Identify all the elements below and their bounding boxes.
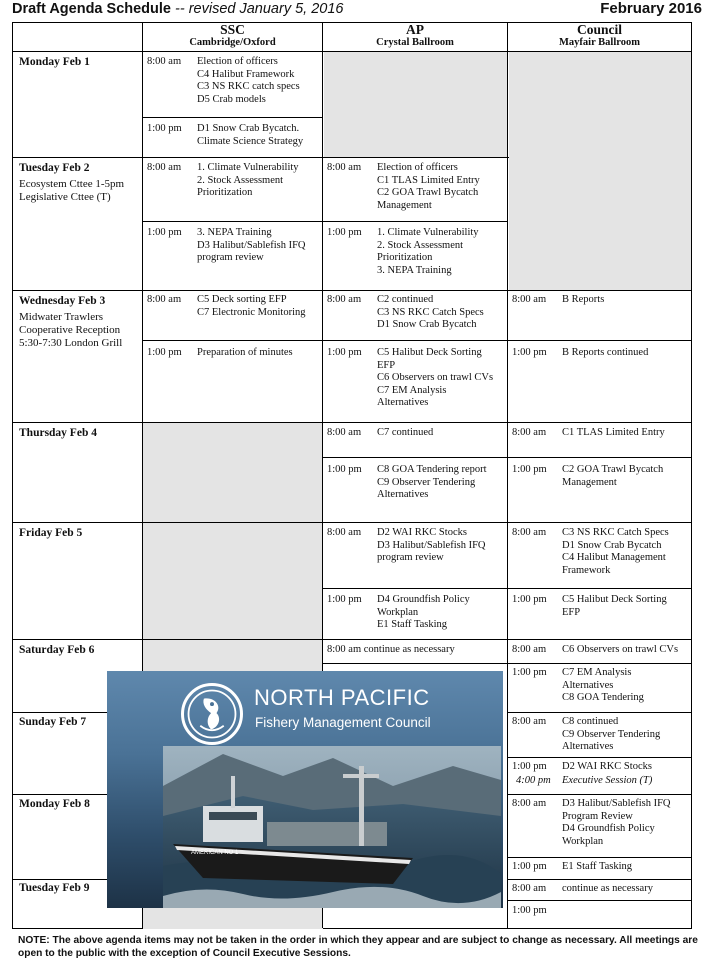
agenda-item: D1 Snow Crab Bycatch.	[197, 123, 300, 134]
col-header-ap: AP Crystal Ballroom	[376, 22, 454, 48]
session-items	[377, 162, 505, 212]
col-header-ssc: SSC Cambridge/Oxford	[189, 22, 276, 48]
council-unused-mon-tue	[509, 51, 691, 290]
session-items	[377, 464, 505, 502]
ap-tuesday-pm	[327, 227, 505, 277]
session-items	[377, 227, 505, 277]
vessel-name: AMERICAN NO 1	[191, 850, 239, 856]
day-saturday-feb-6: Saturday Feb 6	[19, 644, 95, 656]
session-items	[562, 716, 689, 754]
council-saturday-am	[512, 644, 689, 657]
session-separator	[322, 588, 691, 589]
agenda-item: C3 NS RKC Catch Specs	[562, 527, 669, 538]
session-time: 1:00 pm	[512, 761, 547, 772]
session-items	[562, 427, 689, 440]
session-time: 8:00 am	[327, 427, 362, 438]
session-items	[377, 427, 505, 440]
agenda-item: 1. Climate Vulnerability	[197, 162, 299, 173]
day-thursday-feb-4: Thursday Feb 4	[19, 427, 97, 439]
council-friday-pm	[512, 594, 689, 619]
session-time: 1:00 pm	[147, 123, 182, 134]
session-separator	[142, 340, 691, 341]
agenda-item: C1 TLAS Limited Entry	[562, 427, 665, 438]
session-items	[197, 123, 320, 148]
fish-logo-icon	[181, 683, 243, 745]
session-time: 1:00 pm	[512, 464, 547, 475]
document-header	[12, 0, 702, 22]
council-sunday-pm	[512, 761, 689, 774]
document-title: Draft Agenda Schedule -- revised January 5, 2016	[12, 1, 344, 17]
org-name-line2: Fishery Management Council	[255, 715, 431, 730]
agenda-item: C6 Observers on trawl CVs	[562, 644, 679, 655]
session-separator	[507, 757, 691, 758]
agenda-item: C6 Observers on trawl CVs	[377, 372, 494, 383]
session-items	[377, 527, 505, 565]
session-items	[377, 594, 505, 632]
session-items	[562, 667, 689, 705]
session-items	[197, 294, 320, 319]
day-tuesday-feb-2: Tuesday Feb 2 Ecosystem Cttee 1-5pm Legislative Cttee (T)	[19, 162, 125, 203]
agenda-item: 2. Stock Assessment Prioritization	[197, 174, 284, 198]
session-time: 8:00 am	[512, 883, 547, 894]
agenda-item: D1 Snow Crab Bycatch	[377, 319, 477, 330]
day-separator	[13, 157, 509, 158]
fishing-vessel-image	[163, 746, 501, 908]
session-time: 8:00 am	[147, 294, 182, 305]
ssc-tuesday-am	[147, 162, 320, 200]
day-separator	[13, 522, 691, 523]
session-separator	[507, 857, 691, 858]
session-items	[562, 294, 689, 307]
session-items	[562, 761, 689, 774]
session-time: 1:00 pm	[327, 594, 362, 605]
day-sunday-feb-7: Sunday Feb 7	[19, 716, 87, 728]
agenda-item: 1. Climate Vulnerability	[377, 227, 479, 238]
session-separator	[142, 117, 322, 118]
session-time: 8:00 am	[512, 798, 547, 809]
agenda-item: C8 continued	[562, 716, 619, 727]
agenda-item: C4 Halibut Management Framework	[562, 552, 666, 576]
ap-unused-monday	[324, 51, 507, 157]
agenda-item: B Reports	[562, 294, 605, 305]
session-time: 1:00 pm	[147, 347, 182, 358]
session-time: 8:00 am	[512, 527, 547, 538]
header-separator	[13, 51, 691, 52]
day-tuesday-feb-9: Tuesday Feb 9	[19, 882, 90, 894]
session-time: 1:00 pm	[327, 227, 362, 238]
session-time: 8:00 am	[147, 162, 182, 173]
session-time: 8:00 am	[512, 716, 547, 727]
agenda-item: C7 EM Analysis Alternatives	[377, 384, 447, 408]
session-items	[197, 162, 320, 200]
session-items	[197, 347, 320, 360]
session-items	[562, 644, 689, 657]
agenda-item: Election of officers	[377, 162, 458, 173]
agenda-item: D5 Crab models	[197, 93, 266, 105]
session-items	[562, 883, 689, 896]
council-saturday-pm	[512, 667, 689, 705]
agenda-item: 3. NEPA Training	[197, 227, 272, 238]
ssc-tuesday-pm	[147, 227, 320, 265]
agenda-item: continue as necessary	[562, 883, 653, 894]
session-separator	[322, 457, 691, 458]
revision-note: -- revised January 5, 2016	[175, 1, 344, 17]
agenda-item: C7 EM Analysis Alternatives	[562, 667, 632, 691]
agenda-item: D4 Groundfish Policy Workplan	[562, 823, 655, 847]
session-time: 8:00 am	[147, 56, 182, 67]
agenda-item: E1 Staff Tasking	[562, 861, 633, 872]
col-header-council: Council Mayfair Ballroom	[559, 22, 640, 48]
session-time: 8:00 am	[327, 294, 362, 305]
day-separator	[13, 290, 691, 291]
council-wednesday-pm	[512, 347, 689, 360]
ap-thursday-pm	[327, 464, 505, 502]
agenda-item: C1 TLAS Limited Entry	[377, 174, 480, 186]
agenda-item: Preparation of minutes	[197, 347, 293, 358]
agenda-item: Election of officers	[197, 56, 278, 67]
session-separator	[142, 221, 507, 222]
ssc-monday-pm	[147, 123, 320, 148]
session-time: 1:00 pm	[512, 861, 547, 872]
session-items	[377, 294, 505, 332]
session-items	[562, 527, 689, 577]
agenda-item: D1 Snow Crab Bycatch	[562, 539, 662, 551]
council-monday-am	[512, 798, 689, 848]
ap-wednesday-pm	[327, 347, 505, 410]
council-wednesday-am	[512, 294, 689, 307]
ap-tuesday-am	[327, 162, 505, 212]
session-time: 1:00 pm	[147, 227, 182, 238]
session-items	[562, 464, 689, 489]
session-time: 1:00 pm	[327, 347, 362, 358]
agenda-item: D2 WAI RKC Stocks	[562, 761, 652, 772]
day-separator	[507, 712, 691, 713]
ap-friday-pm	[327, 594, 505, 632]
ssc-wednesday-am	[147, 294, 320, 319]
ap-saturday-am: 8:00 am continue as necessary	[327, 644, 455, 655]
agenda-item: C4 Halibut Framework	[197, 68, 295, 80]
ap-wednesday-am	[327, 294, 505, 332]
agenda-item: B Reports continued	[562, 347, 649, 358]
session-separator	[322, 663, 507, 664]
col-divider	[507, 23, 508, 928]
session-time: 1:00 pm	[512, 347, 547, 358]
day-separator	[13, 639, 691, 640]
agenda-item: C2 GOA Trawl Bycatch Management	[377, 187, 479, 211]
agenda-item: C9 Observer Tendering Alternatives	[562, 728, 661, 752]
agenda-item: C5 Halibut Deck Sorting EFP	[377, 347, 482, 371]
agenda-item: C5 Halibut Deck Sorting EFP	[562, 594, 667, 618]
session-items	[562, 798, 689, 848]
agenda-item: D3 Halibut/Sablefish IFQ program review	[197, 239, 306, 263]
day-separator	[507, 879, 691, 880]
agenda-item: C2 continued	[377, 294, 434, 305]
session-items	[197, 56, 320, 106]
council-thursday-pm	[512, 464, 689, 489]
session-time: 1:00 pm	[327, 464, 362, 475]
agenda-item: D4 Groundfish Policy Workplan	[377, 594, 470, 618]
agenda-item: 3. NEPA Training	[377, 264, 452, 276]
agenda-item: D3 Halibut/Sablefish IFQ program review	[377, 539, 486, 563]
agenda-item: C7 continued	[377, 427, 434, 438]
ssc-wednesday-pm	[147, 347, 320, 360]
footer-note: NOTE: The above agenda items may not be taken in the order in which they appear and are subject to change as necessary. All meetings are open to the public with the exception of Council Executive Sessions.	[18, 935, 698, 959]
agenda-item: C8 GOA Tendering report	[377, 464, 487, 475]
session-items	[562, 861, 689, 874]
session-time: 1:00 pm	[512, 594, 547, 605]
session-time: 8:00 am	[327, 527, 362, 538]
session-items	[562, 594, 689, 619]
day-separator	[13, 422, 691, 423]
session-separator	[507, 663, 691, 664]
session-time: 8:00 am	[512, 294, 547, 305]
day-separator	[507, 794, 691, 795]
session-time: 8:00 am	[327, 162, 362, 173]
ap-friday-am	[327, 527, 505, 565]
agenda-item: C3 NS RKC Catch Specs	[377, 306, 484, 318]
session-items	[197, 227, 320, 265]
agenda-item: C9 Observer Tendering Alternatives	[377, 476, 476, 500]
agenda-item: 2. Stock Assessment Prioritization	[377, 239, 464, 263]
session-time: 1:00 pm	[512, 667, 547, 678]
council-thursday-am	[512, 427, 689, 440]
council-promo-photo	[107, 671, 503, 908]
agenda-item: E1 Staff Tasking	[377, 619, 448, 630]
agenda-item: D3 Halibut/Sablefish IFQ Program Review	[562, 798, 671, 822]
agenda-item: C3 NS RKC catch specs	[197, 81, 300, 92]
session-items	[377, 347, 505, 410]
day-monday-feb-1: Monday Feb 1	[19, 56, 90, 68]
council-sunday-executive-session: 4:00 pm Executive Session (T)	[516, 775, 653, 786]
council-friday-am	[512, 527, 689, 577]
session-time: 8:00 am	[512, 427, 547, 438]
ap-thursday-am	[327, 427, 505, 440]
month-label: February 2016	[600, 0, 702, 17]
council-tuesday-am	[512, 883, 689, 896]
session-items	[562, 347, 689, 360]
council-sunday-am	[512, 716, 689, 754]
council-monday-pm	[512, 861, 689, 874]
session-time: 8:00 am	[512, 644, 547, 655]
day-friday-feb-5: Friday Feb 5	[19, 527, 83, 539]
org-name-line1: NORTH PACIFIC	[254, 685, 430, 710]
agenda-item: D2 WAI RKC Stocks	[377, 527, 467, 538]
day-monday-feb-8: Monday Feb 8	[19, 798, 90, 810]
agenda-item: C2 GOA Trawl Bycatch Management	[562, 464, 664, 488]
agenda-item: C5 Deck sorting EFP	[197, 294, 287, 305]
agenda-item: Climate Science Strategy	[197, 135, 304, 147]
agenda-item: C8 GOA Tendering	[562, 692, 644, 703]
session-separator	[507, 900, 691, 901]
day-wednesday-feb-3: Wednesday Feb 3 Midwater Trawlers Cooperative Reception 5:30-7:30 London Grill	[19, 295, 123, 349]
session-time: 1:00 pm	[512, 905, 547, 916]
ssc-monday-am	[147, 56, 320, 106]
agenda-item: C7 Electronic Monitoring	[197, 306, 306, 318]
